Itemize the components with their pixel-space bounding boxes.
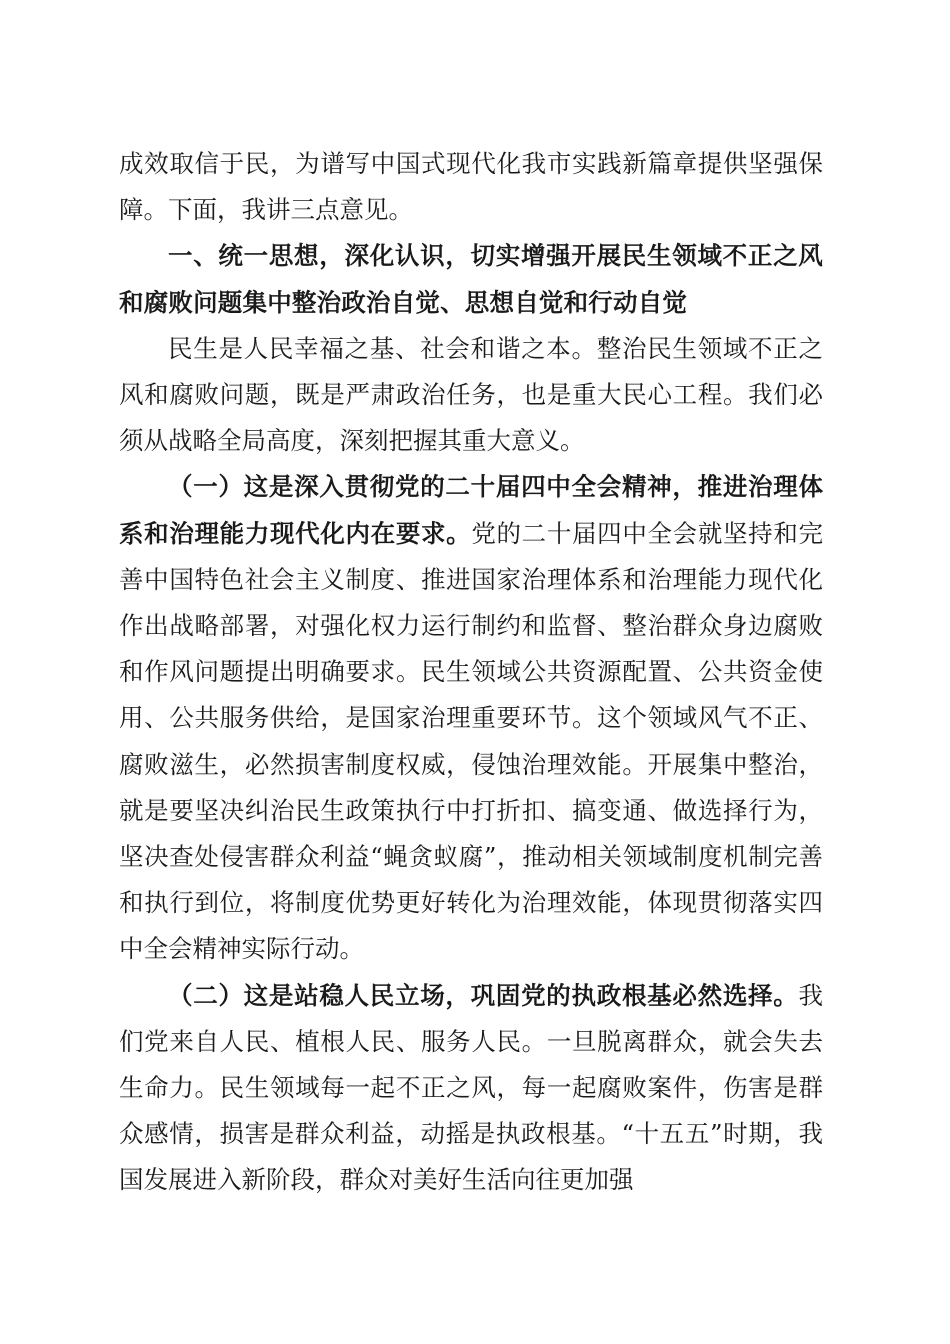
document-body (119, 141, 823, 1204)
point-1-paragraph (119, 464, 823, 972)
section-heading-1: 一、统一思想，深化认识，切实增强开展民生领域不正之风和腐败问题集中整治政治自觉、思想自觉和行动自觉 (119, 241, 823, 317)
point-1-body: 党的二十届四中全会就坚持和完善中国特色社会主义制度、推进国家治理体系和治理能力现代化作出战略部署，对强化权力运行制约和监督、整治群众身边腐败和作风问题提出明确要求。民生领域公共资源配置、公共资金使用、公共服务供给，是国家治理重要环节。这个领域风气不正、腐败滋生，必然损害制度权威，侵蚀治理效能。开展集中整治，就是要坚决纠治民生政策执行中打折扣、搞变通、做选择行为，坚决查处侵害群众利益“蝇贪蚁腐”，推动相关领域制度机制完善和执行到位，将制度优势更好转化为治理效能，体现贯彻落实四中全会精神实际行动。 (119, 518, 824, 964)
point-2-paragraph (119, 973, 823, 1204)
intro-paragraph: 民生是人民幸福之基、社会和谐之本。整治民生领域不正之风和腐败问题，既是严肃政治任务，也是重大民心工程。我们必须从战略全局高度，深刻把握其重大意义。 (119, 333, 823, 456)
point-2-lead: （二）这是站稳人民立场，巩固党的执政根基必然选择。 (168, 980, 799, 1010)
point-1-lead: （一）这是深入贯彻党的二十届四中全会精神，推进治理体系和治理能力现代化内在要求。 (119, 472, 823, 548)
point-2-body: 我们党来自人民、植根人民、服务人民。一旦脱离群众，就会失去生命力。民生领域每一起不正之风，每一起腐败案件，伤害是群众感情，损害是群众利益，动摇是执政根基。“十五五”时期，我国发展进入新阶段，群众对美好生活向往更加强 (119, 980, 823, 1195)
continuation-paragraph: 成效取信于民，为谱写中国式现代化我市实践新篇章提供坚强保障。下面，我讲三点意见。 (119, 149, 823, 225)
